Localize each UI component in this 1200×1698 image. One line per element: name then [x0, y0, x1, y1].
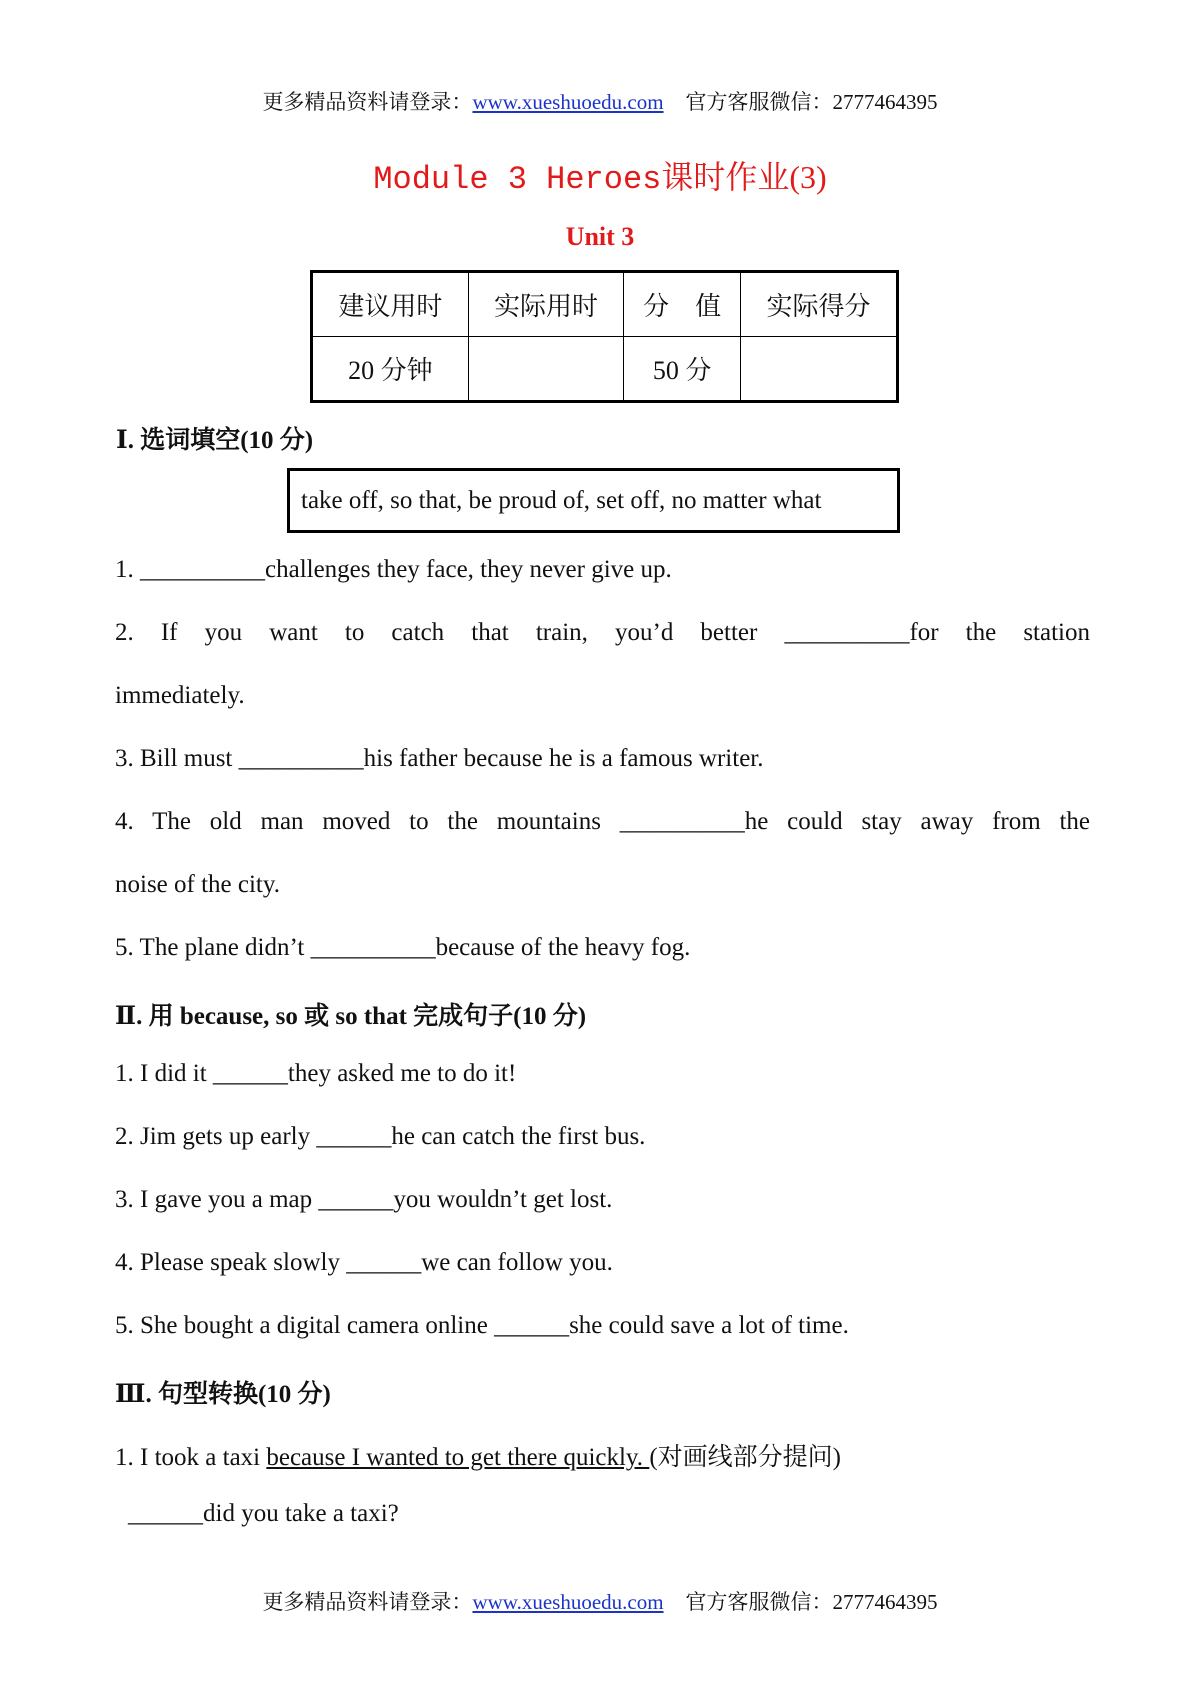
unit-label: Unit 3 — [565, 222, 635, 251]
question-instruction: (对画线部分提问) — [649, 1444, 841, 1471]
question-line — [115, 1437, 1090, 1473]
score-header-cell: 实际用时 — [468, 272, 623, 337]
section3-heading: Ⅲ. 句型转换(10 分) — [115, 1381, 331, 1408]
header-wechat: 官方客服微信：2777464395 — [685, 90, 938, 114]
question-line: 5. She bought a digital camera online ______she could save a lot of time. — [115, 1312, 849, 1339]
question-line: 4. The old man moved to the mountains __________he could stay away from the — [115, 808, 1090, 835]
score-value-cell[interactable] — [468, 337, 623, 402]
question-line: 2. Jim gets up early ______he can catch the first bus. — [115, 1123, 646, 1150]
section2-heading: Ⅱ. 用 because, so 或 so that 完成句子(10 分) — [115, 1003, 587, 1030]
title-cn: 课时作业(3) — [661, 159, 827, 195]
question-prefix: 1. I took a taxi — [115, 1444, 267, 1471]
question-line: immediately. — [115, 682, 245, 709]
footer-url-link[interactable]: www.xueshuoedu.com — [472, 1590, 664, 1614]
question-line: 4. Please speak slowly ______we can follow you. — [115, 1249, 613, 1276]
word-box: take off, so that, be proud of, set off, no matter what — [287, 468, 900, 533]
page-footer — [0, 1586, 1200, 1616]
footer-prefix: 更多精品资料请登录： — [262, 1590, 473, 1614]
score-value-cell[interactable] — [741, 337, 898, 402]
score-value-cell: 50 分 — [624, 337, 741, 402]
header-prefix: 更多精品资料请登录： — [262, 90, 473, 114]
page-title — [0, 152, 1200, 198]
score-table — [310, 270, 899, 403]
question-line: 3. I gave you a map ______you wouldn’t get lost. — [115, 1186, 613, 1213]
score-value-cell: 20 分钟 — [312, 337, 469, 402]
question-line: 1. I did it ______they asked me to do it! — [115, 1060, 517, 1087]
underlined-phrase: because I wanted to get there quickly. — [266, 1444, 650, 1471]
header-url-link[interactable]: www.xueshuoedu.com — [472, 90, 664, 114]
score-table-value-row — [312, 337, 898, 402]
question-line: 2. If you want to catch that train, you’d better __________for the station — [115, 619, 1090, 646]
question-line: 1. __________challenges they face, they never give up. — [115, 556, 672, 583]
score-header-cell: 实际得分 — [741, 272, 898, 337]
footer-wechat: 官方客服微信：2777464395 — [685, 1590, 938, 1614]
score-table-header-row — [312, 272, 898, 337]
title-latin: Module 3 Heroes — [373, 161, 662, 198]
question-line: 5. The plane didn’t __________because of the heavy fog. — [115, 934, 691, 961]
question-line: noise of the city. — [115, 871, 281, 898]
score-header-cell: 分 值 — [624, 272, 741, 337]
page-header — [0, 86, 1200, 116]
score-header-cell: 建议用时 — [312, 272, 469, 337]
answer-line: ______did you take a taxi? — [128, 1500, 399, 1527]
section1-heading: Ⅰ. 选词填空(10 分) — [116, 427, 314, 454]
question-line: 3. Bill must __________his father because he is a famous writer. — [115, 745, 764, 772]
